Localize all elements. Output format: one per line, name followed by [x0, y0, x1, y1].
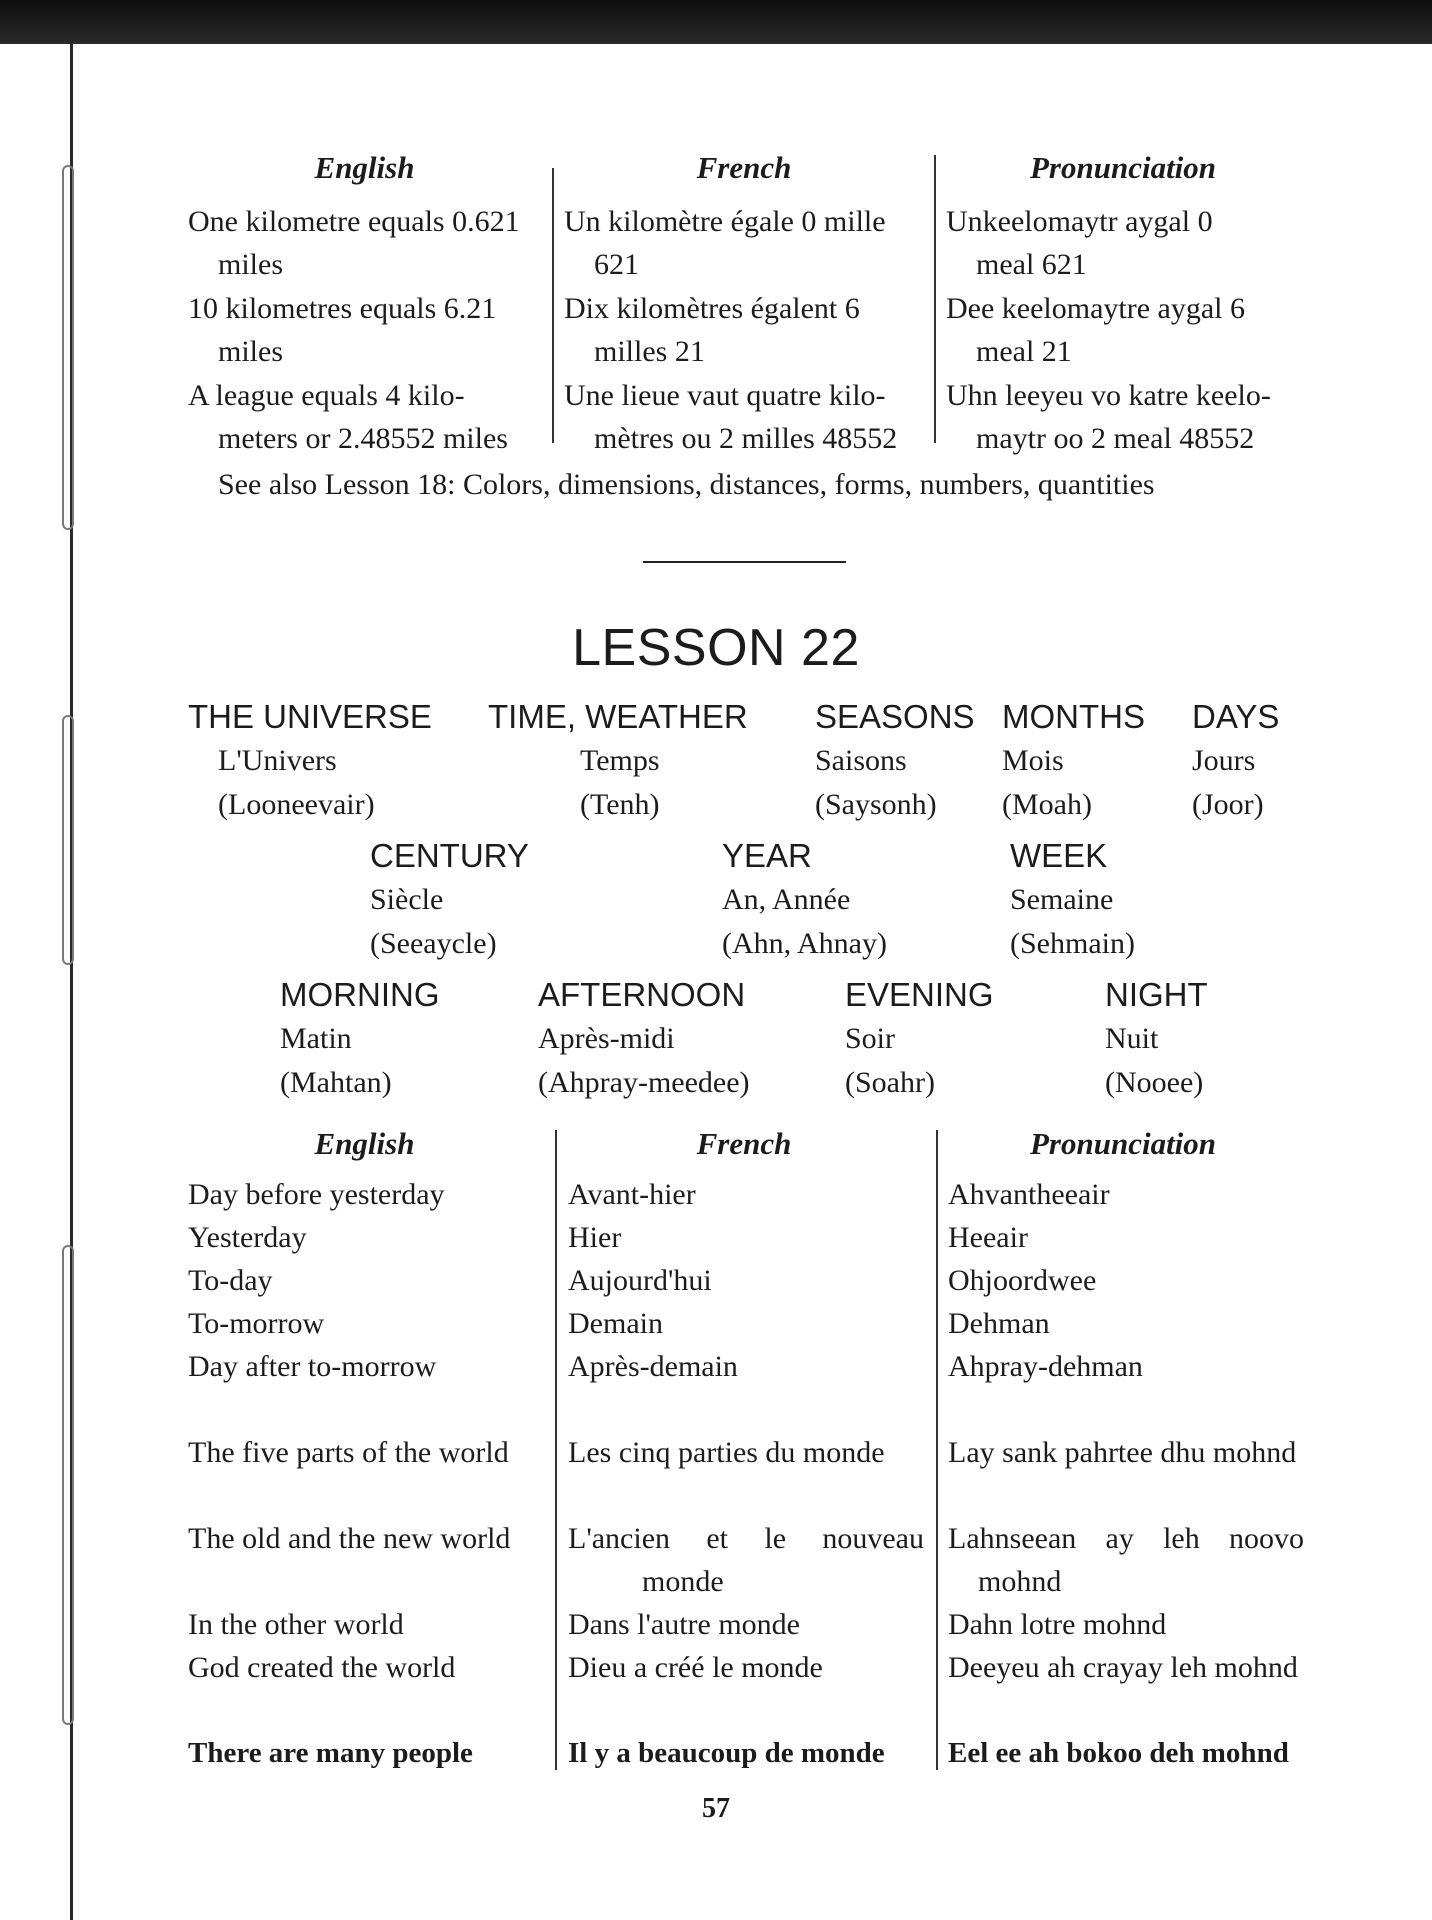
french-cell: Hier	[568, 1221, 622, 1254]
vocab-english: YEAR	[722, 837, 812, 874]
vocab-french: Saisons	[815, 744, 907, 777]
vocab-pronunciation: (Nooee)	[1105, 1066, 1204, 1099]
vocab-item	[280, 973, 440, 1105]
french-cell: Demain	[568, 1307, 663, 1340]
english-cell: To-day	[188, 1264, 273, 1297]
vocab-english: DAYS	[1192, 698, 1280, 735]
french-cell: Il y a beaucoup de monde	[568, 1737, 885, 1769]
pronunciation-cell: Heeair	[948, 1221, 1028, 1254]
vocab-english: TIME, WEATHER	[488, 698, 748, 735]
pronunciation-cell: Dehman	[948, 1307, 1050, 1340]
column-header-pronunciation: Pronunciation	[1029, 150, 1217, 185]
pronunciation-cell: Ahvantheeair	[948, 1178, 1110, 1211]
french-cell: Un kilomètre égale 0 mille 621	[564, 205, 886, 281]
english-cell: To-morrow	[188, 1307, 325, 1340]
pronunciation-cell: Lay sank pahrtee dhu mohnd	[948, 1436, 1297, 1469]
english-cell: One kilometre equals 0.621 miles	[188, 205, 520, 281]
vocab-french: An, Année	[722, 883, 851, 916]
vocab-item	[1192, 695, 1279, 827]
vocab-english: THE UNIVERSE	[188, 698, 432, 735]
pronunciation-cell: Deeyeu ah crayay leh mohnd	[948, 1651, 1298, 1684]
vocab-english: MONTHS	[1002, 698, 1145, 735]
vocab-french: Après-midi	[538, 1022, 675, 1055]
pronunciation-cell: Unkeelomaytr aygal 0 meal 621	[946, 205, 1213, 281]
vocab-french: Mois	[1002, 744, 1064, 777]
french-cell: Les cinq parties du monde	[568, 1436, 885, 1469]
column-header-english: English	[314, 1126, 415, 1161]
pronunciation-cell: Ohjoordwee	[948, 1264, 1097, 1297]
column-header-french: French	[696, 1126, 792, 1161]
vocab-english: WEEK	[1010, 837, 1108, 874]
english-cell: Yesterday	[188, 1221, 307, 1254]
vocab-pronunciation: (Sehmain)	[1010, 927, 1135, 960]
binding-mark	[62, 165, 74, 530]
column-divider	[934, 155, 936, 443]
french-cell: Dans l'autre monde	[568, 1608, 801, 1641]
vocab-french: Matin	[280, 1022, 352, 1055]
pronunciation-cell: Uhn leeyeu vo katre keelo- maytr oo 2 meal 48552	[946, 379, 1271, 455]
english-cell: The five parts of the world	[188, 1436, 509, 1469]
vocab-item	[370, 834, 529, 966]
french-cell: Après-demain	[568, 1350, 738, 1383]
french-cell: Dix kilomètres égalent 6 milles 21	[564, 292, 860, 368]
page-number: 57	[702, 1793, 730, 1824]
english-cell: There are many people	[188, 1737, 473, 1769]
vocab-item	[845, 973, 994, 1105]
english-cell: 10 kilometres equals 6.21 miles	[188, 292, 497, 368]
vocab-item	[815, 695, 975, 827]
vocab-item	[488, 695, 748, 827]
vocab-english: SEASONS	[815, 698, 975, 735]
binding-mark	[62, 1245, 74, 1725]
column-divider	[555, 1130, 557, 1770]
vocab-french: Semaine	[1010, 883, 1114, 916]
vocab-english: EVENING	[845, 976, 994, 1013]
pronunciation-cell: Dahn lotre mohnd	[948, 1608, 1167, 1641]
vocab-french: Soir	[845, 1022, 896, 1055]
vocab-pronunciation: (Tenh)	[580, 788, 660, 821]
french-cell: L'ancien et le nouveau monde	[568, 1522, 924, 1598]
vocab-french: Nuit	[1105, 1022, 1159, 1055]
binding-mark	[62, 715, 74, 965]
vocab-pronunciation: (Soahr)	[845, 1066, 935, 1099]
vocab-item	[1002, 695, 1145, 827]
column-divider	[936, 1130, 938, 1770]
column-header-english: English	[314, 150, 415, 185]
english-cell: Day after to-morrow	[188, 1350, 437, 1383]
vocab-english: NIGHT	[1105, 976, 1208, 1013]
vocab-pronunciation: (Seeaycle)	[370, 927, 497, 960]
vocab-english: AFTERNOON	[538, 976, 746, 1013]
vocab-french: Temps	[580, 744, 660, 777]
vocab-item	[1105, 973, 1208, 1105]
vocab-pronunciation: (Looneevair)	[218, 788, 375, 821]
pronunciation-cell: Ahpray-dehman	[948, 1350, 1143, 1383]
vocab-item	[188, 695, 432, 827]
column-divider	[552, 168, 554, 443]
vocab-french: Jours	[1192, 744, 1256, 777]
english-cell: The old and the new world	[188, 1522, 511, 1555]
vocab-pronunciation: (Ahpray-meedee)	[538, 1066, 750, 1099]
english-cell: God created the world	[188, 1651, 456, 1684]
pronunciation-cell: Lahnseean ay leh noovo mohnd	[948, 1522, 1304, 1598]
vocab-english: CENTURY	[370, 837, 529, 874]
lesson-title: LESSON 22	[572, 619, 860, 677]
french-cell: Avant-hier	[568, 1178, 696, 1211]
column-header-pronunciation: Pronunciation	[1029, 1126, 1217, 1161]
vocab-pronunciation: (Saysonh)	[815, 788, 937, 821]
english-cell: Day before yesterday	[188, 1178, 445, 1211]
vocab-french: L'Univers	[218, 744, 337, 777]
pronunciation-cell: Eel ee ah bokoo deh mohnd	[948, 1737, 1289, 1769]
vocab-pronunciation: (Joor)	[1192, 788, 1264, 821]
column-header-french: French	[696, 150, 792, 185]
french-cell: Dieu a créé le monde	[568, 1651, 823, 1684]
english-cell: A league equals 4 kilo- meters or 2.48552 miles	[188, 379, 508, 455]
french-cell: Aujourd'hui	[568, 1264, 712, 1297]
vocab-french: Siècle	[370, 883, 444, 916]
vocab-pronunciation: (Mahtan)	[280, 1066, 392, 1099]
french-cell: Une lieue vaut quatre kilo- mètres ou 2 milles 48552	[564, 379, 898, 455]
english-cell: In the other world	[188, 1608, 404, 1641]
vocab-item	[722, 834, 887, 966]
vocab-english: MORNING	[280, 976, 440, 1013]
scan-top-edge	[0, 0, 1432, 44]
vocab-item	[1010, 834, 1135, 966]
see-also-note: See also Lesson 18: Colors, dimensions, distances, forms, numbers, quantities	[218, 468, 1155, 501]
vocab-pronunciation: (Ahn, Ahnay)	[722, 927, 887, 960]
section-divider	[643, 561, 846, 563]
pronunciation-cell: Dee keelomaytre aygal 6 meal 21	[946, 292, 1246, 368]
vocab-item	[538, 973, 750, 1105]
vocab-pronunciation: (Moah)	[1002, 788, 1092, 821]
